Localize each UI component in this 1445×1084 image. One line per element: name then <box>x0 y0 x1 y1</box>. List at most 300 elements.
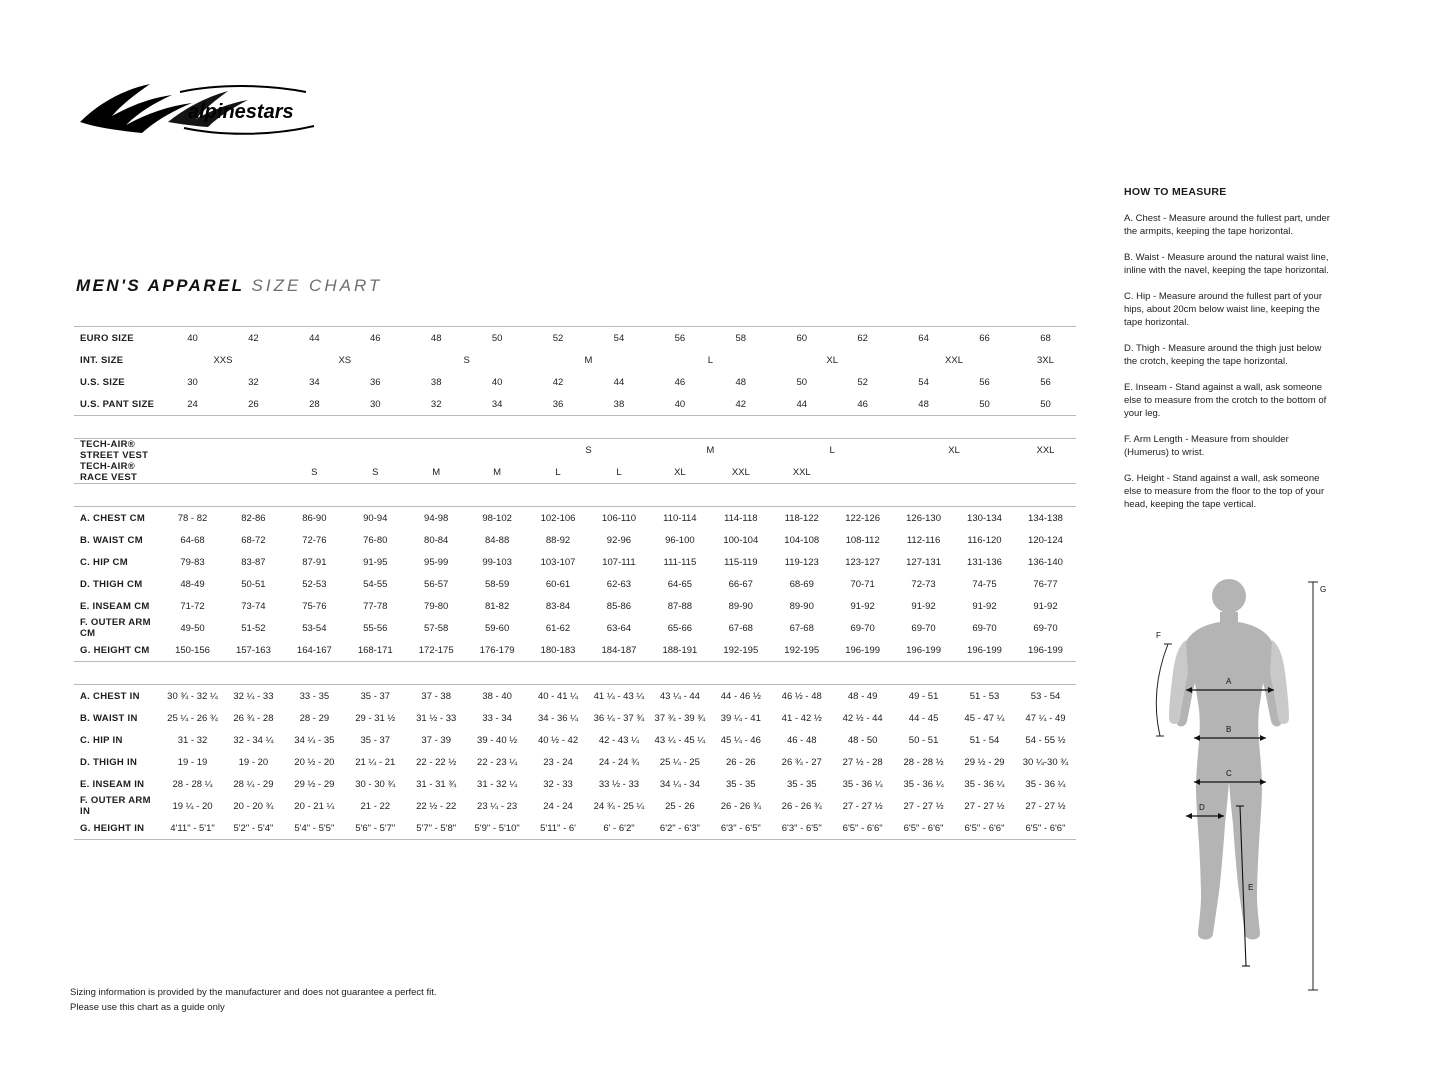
footer-line-2: Please use this chart as a guide only <box>70 1001 225 1013</box>
table-cell: 196-199 <box>893 639 954 662</box>
table-cell: 180-183 <box>528 639 589 662</box>
measure-line-arm <box>1156 644 1172 736</box>
table-cell: 36 <box>528 393 589 416</box>
table-cell: 46 <box>674 376 686 388</box>
row-label: E. INSEAM IN <box>80 778 145 790</box>
table-cell: 50 <box>954 393 1015 416</box>
table-cell: 68-69 <box>789 578 814 590</box>
table-row <box>74 707 1076 729</box>
table-cell: 25 - 26 <box>665 800 695 812</box>
table-cell: 72-76 <box>302 534 327 546</box>
table-cell: XXL <box>710 461 771 484</box>
table-cell: 48 - 49 <box>832 685 893 708</box>
table-cell: 42 <box>710 393 771 416</box>
table-cell <box>893 461 954 484</box>
table-cell: 34 <box>467 393 528 416</box>
how-to-item-arm-length: F. Arm Length - Measure from shoulder (Humerus) to wrist. <box>1124 434 1289 458</box>
table-cell: L <box>528 461 589 484</box>
table-cell: 41 - 42 ½ <box>781 712 822 724</box>
table-cell: 64-65 <box>667 578 693 590</box>
size-chart-table <box>74 326 1076 840</box>
table-cell: 40 <box>162 327 223 350</box>
row-label: INT. SIZE <box>80 354 124 366</box>
table-cell: 44 - 45 <box>908 712 939 724</box>
table-cell: 58 <box>710 327 771 350</box>
table-cell: 31 - 31 ¾ <box>416 778 457 790</box>
table-cell: 20 - 21 ¼ <box>294 800 335 812</box>
table-cell: 21 ¼ - 21 <box>355 756 396 768</box>
table-cell: 56-57 <box>424 578 449 590</box>
table-cell: 5'2" - 5'4" <box>223 817 284 840</box>
table-cell: 91-92 <box>1033 600 1058 612</box>
table-cell: 51 - 54 <box>969 734 1000 746</box>
table-row <box>74 393 1076 416</box>
table-cell: 5'6" - 5'7" <box>345 817 406 840</box>
row-label: G. HEIGHT IN <box>74 817 162 840</box>
table-cell: 47 ¼ - 49 <box>1025 712 1066 724</box>
table-cell: 40 <box>649 393 710 416</box>
table-cell: 42 <box>552 376 564 388</box>
table-cell: 24 <box>162 393 223 416</box>
table-cell: 51 - 53 <box>954 685 1015 708</box>
table-cell: 19 - 19 <box>177 756 208 768</box>
table-cell-span: S <box>463 354 470 366</box>
figure-label-g: G <box>1320 585 1327 594</box>
row-label: U.S. PANT SIZE <box>74 393 162 416</box>
table-cell: 79-83 <box>180 556 205 568</box>
how-to-measure-heading: HOW TO MEASURE <box>1124 186 1227 198</box>
figure-label-b: B <box>1226 725 1232 734</box>
row-label: F. OUTER ARM IN <box>80 795 151 817</box>
table-cell-span: XS <box>338 354 352 366</box>
table-cell: 48 <box>893 393 954 416</box>
table-cell: 19 - 20 <box>238 756 269 768</box>
table-cell: 136-140 <box>1028 556 1063 568</box>
table-cell: 39 - 40 ½ <box>477 734 518 746</box>
table-cell: 103-107 <box>540 556 576 568</box>
table-cell: 73-74 <box>241 600 266 612</box>
table-cell: 56 <box>979 376 990 388</box>
how-to-item-waist: B. Waist - Measure around the natural waist line, inline with the navel, keeping the tape horizontal. <box>1124 252 1329 276</box>
table-cell: 6'2" - 6'3" <box>649 817 710 840</box>
table-cell: 95-99 <box>424 556 449 568</box>
table-cell: 91-92 <box>911 600 936 612</box>
table-spacer <box>74 416 1076 439</box>
table-cell: XXL <box>771 461 832 484</box>
table-cell: 6'5" - 6'6" <box>893 817 954 840</box>
table-cell: 52-53 <box>302 578 327 590</box>
table-row <box>74 573 1076 595</box>
table-cell: 38 <box>430 376 442 388</box>
table-cell: 55-56 <box>363 622 388 634</box>
table-cell: 69-70 <box>911 622 936 634</box>
table-row <box>74 751 1076 773</box>
table-cell: 196-199 <box>954 639 1015 662</box>
table-spacer <box>74 484 1076 507</box>
table-row <box>74 595 1076 617</box>
table-cell: 30 ¼-30 ¾ <box>1022 756 1069 768</box>
table-cell: 164-167 <box>284 639 345 662</box>
row-label: C. HIP CM <box>80 556 128 568</box>
table-cell: 35 - 37 <box>345 685 406 708</box>
table-cell: 157-163 <box>223 639 284 662</box>
row-label: A. CHEST CM <box>74 507 162 530</box>
table-cell <box>832 461 893 484</box>
table-row <box>74 327 1076 350</box>
table-cell: 70-71 <box>850 578 875 590</box>
table-cell: 29 ½ - 29 <box>294 778 335 790</box>
table-cell: 108-112 <box>845 534 880 546</box>
table-cell: 74-75 <box>972 578 997 590</box>
table-cell: 92-96 <box>606 534 632 546</box>
table-row <box>74 461 1076 484</box>
table-cell: 34 <box>309 376 320 388</box>
table-cell: 114-118 <box>710 507 771 530</box>
table-cell: 4'11" - 5'1" <box>162 817 223 840</box>
table-spacer-cell <box>74 416 1076 439</box>
table-spacer-cell <box>74 484 1076 507</box>
table-cell-span: 3XL <box>1037 354 1054 366</box>
page-title-light: SIZE CHART <box>251 276 383 295</box>
table-cell: 24 ¾ - 25 ¼ <box>593 800 645 812</box>
row-label: F. OUTER ARM CM <box>80 617 151 639</box>
table-cell: 32 <box>248 376 259 388</box>
table-cell: 41 ¼ - 43 ¼ <box>589 685 650 708</box>
table-cell: 50 <box>796 376 808 388</box>
table-cell: 49-50 <box>180 622 205 634</box>
table-cell: 91-92 <box>972 600 997 612</box>
table-cell: 57-58 <box>424 622 449 634</box>
table-cell: 30 - 30 ¾ <box>355 778 396 790</box>
table-cell: 96-100 <box>665 534 695 546</box>
table-cell: 150-156 <box>162 639 223 662</box>
table-cell: 87-91 <box>302 556 327 568</box>
table-cell: 68 <box>1015 327 1076 350</box>
table-cell: 5'4" - 5'5" <box>284 817 345 840</box>
table-cell: 35 - 35 <box>726 778 756 790</box>
table-cell-span: XL <box>893 439 1015 462</box>
table-cell: 94-98 <box>406 507 467 530</box>
table-cell: 22 - 22 ½ <box>416 756 457 768</box>
table-cell: 54 <box>589 327 650 350</box>
table-cell: 50 <box>467 327 528 350</box>
table-cell: 43 ¼ - 45 ¼ <box>654 734 706 746</box>
table-cell: 46 - 48 <box>786 734 817 746</box>
table-cell: 53-54 <box>302 622 327 634</box>
table-row <box>74 773 1076 795</box>
table-cell: 33 - 34 <box>482 712 512 724</box>
table-cell-span: XXL <box>1015 439 1076 462</box>
logo-wordmark: alpinestars <box>188 101 294 123</box>
table-row <box>74 349 1076 371</box>
table-cell: 79-80 <box>424 600 449 612</box>
table-cell: 123-127 <box>845 556 881 568</box>
table-cell: 110-114 <box>649 507 710 530</box>
table-cell: 40 ½ - 42 <box>537 734 579 746</box>
table-cell: 42 ½ - 44 <box>842 712 883 724</box>
table-cell-span: L <box>771 439 893 462</box>
row-label: A. CHEST IN <box>74 685 162 708</box>
table-cell: 67-68 <box>728 622 753 634</box>
table-cell: 69-70 <box>972 622 997 634</box>
table-cell: 48-49 <box>180 578 205 590</box>
table-cell: 80-84 <box>424 534 449 546</box>
table-cell: 184-187 <box>589 639 650 662</box>
table-cell: 64 <box>893 327 954 350</box>
table-cell: 118-122 <box>771 507 832 530</box>
table-cell: 33 - 35 <box>284 685 345 708</box>
table-cell: 38 - 40 <box>467 685 528 708</box>
table-cell: 20 - 20 ¾ <box>233 800 274 812</box>
table-cell: 54 <box>918 376 929 388</box>
table-cell: 30 ¾ - 32 ¼ <box>162 685 223 708</box>
table-cell: 40 <box>491 376 503 388</box>
table-cell-span <box>162 439 528 462</box>
table-cell: 83-87 <box>241 556 266 568</box>
table-cell: 62-63 <box>606 578 632 590</box>
table-cell: 120-124 <box>1028 534 1063 546</box>
table-cell-span: M <box>649 439 771 462</box>
table-cell: 37 - 39 <box>421 734 451 746</box>
table-row <box>74 729 1076 751</box>
table-cell: 89-90 <box>789 600 814 612</box>
alpinestars-logo <box>76 78 326 138</box>
table-row <box>74 817 1076 840</box>
table-cell: L <box>589 461 650 484</box>
table-cell: 66 <box>954 327 1015 350</box>
table-cell: 20 ½ - 20 <box>294 756 335 768</box>
table-cell: 82-86 <box>223 507 284 530</box>
table-row <box>74 639 1076 662</box>
table-cell: 44 <box>284 327 345 350</box>
table-cell: 31 ½ - 33 <box>416 712 457 724</box>
table-cell: 119-123 <box>784 556 819 568</box>
how-to-item-hip: C. Hip - Measure around the fullest part of your hips, about 20cm below waist line, keeping the tape horizontal. <box>1124 291 1323 328</box>
table-cell: 29 - 31 ½ <box>355 712 396 724</box>
table-cell: 112-116 <box>906 534 941 546</box>
table-spacer-cell <box>74 662 1076 685</box>
table-cell: 115-119 <box>724 556 758 568</box>
table-cell: 19 ¼ - 20 <box>172 800 213 812</box>
table-cell: 56 <box>1040 376 1051 388</box>
table-cell: 88-92 <box>545 534 571 546</box>
table-cell: 102-106 <box>528 507 589 530</box>
table-cell: 5'11" - 6' <box>528 817 589 840</box>
table-cell: 56 <box>649 327 710 350</box>
table-cell: 35 - 36 ¼ <box>842 778 883 790</box>
table-row <box>74 617 1076 639</box>
table-cell: 63-64 <box>606 622 632 634</box>
table-cell: 68-72 <box>241 534 266 546</box>
table-cell: 48 <box>735 376 747 388</box>
table-cell: 21 - 22 <box>360 800 391 812</box>
row-label: C. HIP IN <box>80 734 123 746</box>
row-label: B. WAIST CM <box>80 534 143 546</box>
table-cell: 106-110 <box>589 507 650 530</box>
table-cell: 6'3" - 6'5" <box>710 817 771 840</box>
table-cell: 100-104 <box>723 534 759 546</box>
table-cell: 23 - 24 <box>543 756 573 768</box>
table-cell: 75-76 <box>302 600 327 612</box>
table-cell: 42 - 43 ¼ <box>598 734 640 746</box>
table-row <box>74 507 1076 530</box>
table-cell: 26 <box>223 393 284 416</box>
page-title-bold: MEN'S APPAREL <box>76 276 245 295</box>
table-cell: 24 - 24 ¾ <box>598 756 640 768</box>
table-cell: 54 - 55 ½ <box>1025 734 1066 746</box>
table-cell: 58-59 <box>484 578 510 590</box>
table-cell: 49 - 51 <box>893 685 954 708</box>
table-cell <box>162 461 223 484</box>
figure-label-f: F <box>1156 631 1161 640</box>
table-cell: 104-108 <box>784 534 820 546</box>
table-cell: 85-86 <box>606 600 632 612</box>
row-label: EURO SIZE <box>74 327 162 350</box>
how-to-item-thigh: D. Thigh - Measure around the thigh just below the crotch, keeping the tape horizontal. <box>1124 343 1322 367</box>
table-cell: 5'9" - 5'10" <box>467 817 528 840</box>
measure-line-height <box>1308 582 1318 990</box>
table-cell: 26 - 26 ¾ <box>781 800 822 812</box>
table-cell: 32 <box>406 393 467 416</box>
table-cell: 78 - 82 <box>162 507 223 530</box>
table-cell: 84-88 <box>484 534 510 546</box>
table-cell: 34 - 36 ¼ <box>537 712 579 724</box>
row-label: E. INSEAM CM <box>80 600 150 612</box>
table-cell: 22 ½ - 22 <box>416 800 457 812</box>
how-to-item-height: G. Height - Stand against a wall, ask someone else to measure from the floor to the top of your head, keeping the tape vertical. <box>1124 473 1325 510</box>
table-cell-span: XL <box>826 354 838 366</box>
table-cell: 34 ¼ - 35 <box>294 734 335 746</box>
table-cell-span: S <box>528 439 650 462</box>
table-cell: 22 - 23 ¼ <box>477 756 518 768</box>
table-cell: S <box>345 461 406 484</box>
table-cell-span: XXS <box>213 354 233 366</box>
table-cell: 25 ¼ - 25 <box>659 756 700 768</box>
table-cell: 116-120 <box>967 534 1002 546</box>
table-cell: 46 ½ - 48 <box>771 685 832 708</box>
table-cell: 6'5" - 6'6" <box>1015 817 1076 840</box>
table-cell: 6' - 6'2" <box>589 817 650 840</box>
size-chart-table-wrap <box>74 326 1076 840</box>
figure-label-a: A <box>1226 677 1232 686</box>
table-cell: 188-191 <box>649 639 710 662</box>
table-row <box>74 529 1076 551</box>
table-cell: 35 - 36 ¼ <box>964 778 1005 790</box>
row-label: D. THIGH IN <box>80 756 138 768</box>
table-cell: 26 - 26 <box>726 756 756 768</box>
table-cell: 26 ¾ - 27 <box>781 756 822 768</box>
table-cell: 90-94 <box>345 507 406 530</box>
table-cell: 107-111 <box>602 556 636 568</box>
table-cell: 45 ¼ - 46 <box>720 734 761 746</box>
table-cell: 91-95 <box>363 556 388 568</box>
footer-line-1: Sizing information is provided by the manufacturer and does not guarantee a perfect fit. <box>70 987 437 998</box>
table-cell: 168-171 <box>345 639 406 662</box>
table-cell: 46 <box>832 393 893 416</box>
table-cell: 50 <box>1015 393 1076 416</box>
body-silhouette <box>1176 579 1282 940</box>
row-label: G. HEIGHT CM <box>74 639 162 662</box>
table-cell: 38 <box>589 393 650 416</box>
table-cell: 51-52 <box>241 622 266 634</box>
table-cell: 50-51 <box>241 578 266 590</box>
measurement-figure <box>1124 570 1334 1000</box>
table-cell: 64-68 <box>180 534 205 546</box>
table-cell: 37 - 38 <box>406 685 467 708</box>
table-cell: 31 - 32 ¼ <box>477 778 518 790</box>
table-cell: 89-90 <box>728 600 753 612</box>
table-spacer <box>74 662 1076 685</box>
table-cell: 60-61 <box>545 578 571 590</box>
table-cell: S <box>284 461 345 484</box>
table-cell-span: L <box>707 354 713 366</box>
table-cell: 61-62 <box>545 622 571 634</box>
table-cell: 48 - 50 <box>847 734 878 746</box>
table-cell: 81-82 <box>484 600 510 612</box>
table-cell: XL <box>649 461 710 484</box>
table-cell: 27 - 27 ½ <box>903 800 944 812</box>
table-cell: 34 ¼ - 34 <box>659 778 700 790</box>
table-cell: 122-126 <box>832 507 893 530</box>
table-cell: 53 - 54 <box>1015 685 1076 708</box>
table-cell: 28 <box>284 393 345 416</box>
table-cell: 196-199 <box>1015 639 1076 662</box>
table-cell: 131-136 <box>967 556 1002 568</box>
table-cell: 36 ¼ - 37 ¾ <box>593 712 645 724</box>
table-cell: 30 <box>345 393 406 416</box>
table-cell: 27 ½ - 28 <box>842 756 883 768</box>
table-cell: 76-77 <box>1033 578 1058 590</box>
table-cell: 35 - 36 ¼ <box>903 778 944 790</box>
table-row <box>74 685 1076 708</box>
table-cell: 71-72 <box>180 600 205 612</box>
figure-label-c: C <box>1226 769 1232 778</box>
table-cell: 77-78 <box>363 600 388 612</box>
table-cell: 127-131 <box>906 556 941 568</box>
table-cell: 37 ¾ - 39 ¾ <box>654 712 706 724</box>
table-cell: 60 <box>771 327 832 350</box>
table-cell: 76-80 <box>363 534 388 546</box>
row-label: B. WAIST IN <box>80 712 138 724</box>
table-cell: 43 ¼ - 44 <box>649 685 710 708</box>
table-cell: 59-60 <box>484 622 510 634</box>
row-label: TECH-AIR® RACE VEST <box>74 461 162 484</box>
table-cell: 6'5" - 6'6" <box>832 817 893 840</box>
table-cell: 65-66 <box>667 622 693 634</box>
table-cell: 83-84 <box>545 600 571 612</box>
table-cell: 24 - 24 <box>543 800 573 812</box>
table-cell: 42 <box>223 327 284 350</box>
how-to-item-chest: A. Chest - Measure around the fullest part, under the armpits, keeping the tape horizontal. <box>1124 213 1330 237</box>
table-cell: 126-130 <box>893 507 954 530</box>
table-cell: 72-73 <box>911 578 936 590</box>
table-cell: 44 <box>771 393 832 416</box>
table-cell: 111-115 <box>663 556 697 568</box>
table-cell <box>954 461 1015 484</box>
table-cell-span: XXL <box>945 354 964 366</box>
table-cell: 23 ¼ - 23 <box>477 800 518 812</box>
table-cell: 35 - 35 <box>786 778 817 790</box>
table-cell: 62 <box>832 327 893 350</box>
table-cell: 44 - 46 ½ <box>710 685 771 708</box>
table-cell: 5'7" - 5'8" <box>406 817 467 840</box>
table-cell: 86-90 <box>284 507 345 530</box>
table-cell-span: M <box>584 354 593 366</box>
table-cell: 35 - 36 ¼ <box>1025 778 1066 790</box>
table-cell: 32 ¼ - 33 <box>223 685 284 708</box>
table-cell: 27 - 27 ½ <box>1025 800 1066 812</box>
table-cell: 99-103 <box>482 556 512 568</box>
